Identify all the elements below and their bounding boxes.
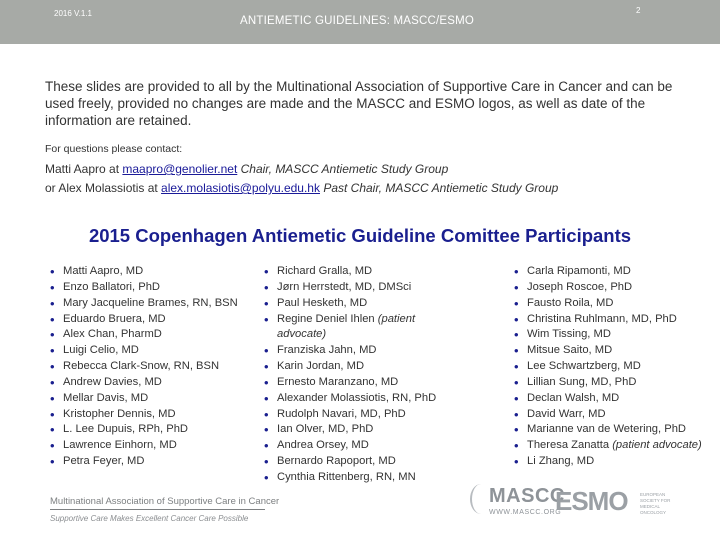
participant-name: Marianne van de Wetering, PhD [527, 423, 686, 436]
participant-name: Lillian Sung, MD, PhD [527, 375, 637, 388]
participant-name: Richard Gralla, MD [277, 265, 373, 277]
list-item [49, 454, 239, 470]
participant-name: Mitsue Saito, MD [527, 344, 613, 357]
participant-name: Ernesto Maranzano, MD [277, 375, 399, 388]
list-item [49, 327, 239, 343]
list-item [263, 359, 463, 375]
participants-column-3 [513, 264, 703, 470]
list-item [513, 280, 703, 296]
list-item [513, 327, 703, 343]
contact-line-past-chair [45, 181, 705, 195]
list-item [513, 422, 703, 438]
intro-paragraph: These slides are provided to all by the Multinational Association of Supportive Care in Cancer and can be used freely, provided no changes are made and the MASCC and ESMO logos, as well as date of the information are retained. [45, 79, 673, 128]
list-item [263, 280, 463, 296]
list-item [263, 454, 463, 470]
list-item [263, 296, 463, 312]
list-item [49, 343, 239, 359]
participant-name: Alex Chan, PharmD [63, 328, 162, 341]
participant-name: Li Zhang, MD [527, 455, 595, 468]
participant-name: Cynthia Rittenberg, RN, MN [277, 470, 416, 483]
participant-name: Rudolph Navari, MD, PhD [277, 407, 406, 420]
list-item [263, 422, 463, 438]
participant-name: Luigi Celio, MD [63, 344, 139, 357]
esmo-logo-text: ESMO [555, 486, 628, 516]
participant-name: David Warr, MD [527, 407, 606, 420]
contact-name: Matti Aapro at [45, 162, 123, 176]
participant-name: Mellar Davis, MD [63, 391, 149, 404]
list-item [263, 438, 463, 454]
list-item [263, 312, 463, 344]
list-item [49, 407, 239, 423]
slide-header [0, 0, 720, 44]
page-number: 2 [636, 6, 641, 15]
mascc-logo [470, 482, 565, 522]
participant-name: Rebecca Clark-Snow, RN, BSN [63, 360, 220, 373]
participant-name: Mary Jacqueline Brames, RN, BSN [63, 296, 238, 309]
participant-name: Declan Walsh, MD [527, 391, 620, 404]
esmo-logo [555, 486, 675, 522]
participant-name: Eduardo Bruera, MD [63, 312, 166, 325]
list-item [513, 296, 703, 312]
participant-name: Andrea Orsey, MD [277, 439, 369, 452]
participant-name: Karin Jordan, MD [277, 360, 365, 373]
participant-name: Jørn Herrstedt, MD, DMSci [277, 280, 412, 293]
questions-label: For questions please contact: [45, 143, 183, 155]
list-item [513, 343, 703, 359]
participant-name: Kristopher Dennis, MD [63, 407, 176, 420]
participant-name: Lawrence Einhorn, MD [63, 439, 177, 452]
participant-name: Andrew Davies, MD [63, 375, 162, 388]
list-item [513, 359, 703, 375]
participant-name: Bernardo Rapoport, MD [277, 455, 396, 468]
list-item [49, 375, 239, 391]
header-title: ANTIEMETIC GUIDELINES: MASCC/ESMO [240, 15, 475, 27]
list-item [513, 375, 703, 391]
list-item [49, 264, 239, 280]
participant-name: Enzo Ballatori, PhD [63, 280, 161, 293]
participant-name: Petra Feyer, MD [63, 455, 145, 468]
participant-name: Joseph Roscoe, PhD [527, 280, 633, 293]
list-item [49, 422, 239, 438]
mascc-logo-text: MASCC [489, 485, 565, 507]
list-item [513, 312, 703, 328]
contact-role: Past Chair, MASCC Antiemetic Study Group [319, 181, 559, 195]
footer-tagline: Supportive Care Makes Excellent Cancer Care Possible [50, 514, 249, 523]
participant-name: L. Lee Dupuis, RPh, PhD [63, 423, 188, 436]
participant-name: Paul Hesketh, MD [277, 296, 368, 309]
participant-name: Lee Schwartzberg, MD [527, 360, 641, 373]
list-item [263, 407, 463, 423]
list-item [263, 470, 463, 486]
participant-name: Matti Aapro, MD [63, 265, 144, 277]
list-item [513, 264, 703, 280]
participant-name: Alexander Molassiotis, RN, PhD [277, 391, 437, 404]
participants-column-2 [263, 264, 463, 486]
list-item [49, 296, 239, 312]
list-item [49, 312, 239, 328]
list-item [513, 407, 703, 423]
list-item [263, 391, 463, 407]
list-item [49, 359, 239, 375]
footer-org-name: Multinational Association of Supportive Care in Cancer [50, 496, 280, 507]
participant-name: Regine Deniel Ihlen [277, 312, 375, 325]
list-item [263, 343, 463, 359]
version-label: 2016 V.1.1 [54, 9, 92, 18]
participants-column-1 [49, 264, 239, 470]
participant-name: Fausto Roila, MD [527, 296, 614, 309]
list-item [49, 280, 239, 296]
participant-note: (patient advocate) [612, 439, 702, 452]
email-link[interactable]: alex.molasiotis@polyu.edu.hk [161, 181, 320, 195]
participant-name: Christina Ruhlmann, MD, PhD [527, 312, 677, 325]
participant-name: Carla Ripamonti, MD [527, 265, 631, 277]
contact-role: Chair, MASCC Antiemetic Study Group [237, 162, 449, 176]
contact-name: or Alex Molassiotis at [45, 181, 162, 195]
list-item [263, 264, 463, 280]
list-item [263, 375, 463, 391]
participant-name: Theresa Zanatta [527, 439, 610, 452]
list-item [513, 438, 703, 454]
esmo-logo-subtext: EUROPEAN SOCIETY FOR MEDICAL ONCOLOGY [640, 492, 671, 515]
mascc-url: WWW.MASCC.ORG [489, 509, 562, 516]
list-item [513, 454, 703, 470]
list-item [513, 391, 703, 407]
participant-name: Ian Olver, MD, PhD [277, 423, 374, 436]
footer-divider [50, 509, 265, 510]
list-item [49, 391, 239, 407]
list-item [49, 438, 239, 454]
email-link[interactable]: maapro@genolier.net [122, 162, 238, 176]
participant-note: (patient advocate) [277, 312, 416, 341]
participant-name: Franziska Jahn, MD [277, 344, 377, 357]
section-title: 2015 Copenhagen Antiemetic Guideline Comittee Participants [88, 225, 632, 246]
contact-line-chair [45, 162, 705, 176]
participant-name: Wim Tissing, MD [527, 328, 611, 341]
